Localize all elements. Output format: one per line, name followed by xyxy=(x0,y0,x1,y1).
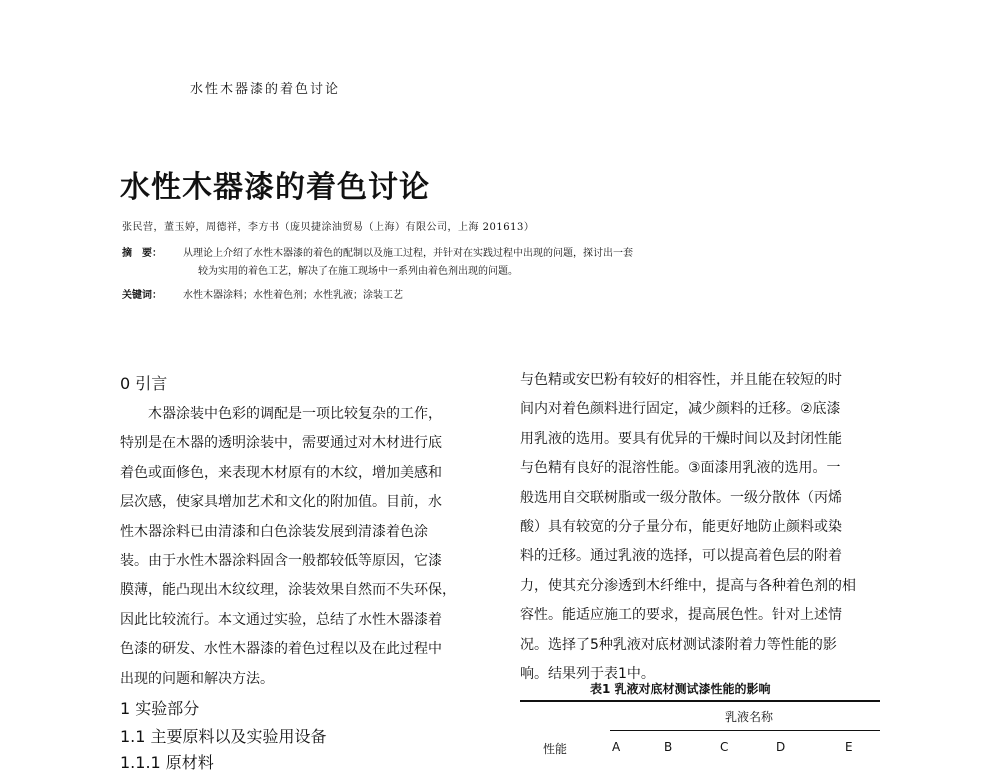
paragraph-line: 间内对着色颜料进行固定，减少颜料的迁移。②底漆 xyxy=(520,401,841,418)
table-column-header: E xyxy=(845,740,853,754)
table-property-header: 性能 xyxy=(543,742,568,756)
table-column-header: C xyxy=(720,740,729,754)
right-column xyxy=(520,366,882,689)
paragraph-line: 与色精或安巴粉有较好的相容性，并且能在较短的时 xyxy=(520,372,842,388)
paragraph-line: 与色精有良好的混溶性能。③面漆用乳液的选用。一 xyxy=(520,460,841,477)
keywords-label: 关键词： xyxy=(122,290,162,301)
paragraph-line: 性木器涂料已由清漆和白色涂装发展到清漆着色涂 xyxy=(120,523,428,540)
paragraph-line: 层次感，使家具增加艺术和文化的附加值。目前，水 xyxy=(120,494,442,511)
paragraph-line: 酸）具有较宽的分子量分布，能更好地防止颜料或染 xyxy=(520,518,842,535)
section-0-heading: 0 引言 xyxy=(120,374,168,393)
paragraph-line: 般选用自交联树脂或一级分散体。一级分散体（丙烯 xyxy=(520,489,842,506)
paragraph-line: 响。结果列于表1中。 xyxy=(520,665,655,682)
abstract-line-1: 从理论上介绍了水性木器漆的着色的配制以及施工过程，并针对在实践过程中出现的问题，探讨出一套 xyxy=(183,248,633,259)
table-group-header: 乳液名称 xyxy=(725,710,774,724)
table-column-header: D xyxy=(776,740,786,754)
authors-affiliation: 张民营，董玉婷，周德祥，李方书（庞贝捷涂油贸易（上海）有限公司，上海 201613） xyxy=(122,222,535,233)
keywords-text: 水性木器涂料；水性着色剂；水性乳液；涂装工艺 xyxy=(183,290,403,301)
paper-title: 水性木器漆的着色讨论 xyxy=(120,170,430,205)
table-mid-rule xyxy=(610,730,880,731)
left-column xyxy=(120,400,492,694)
running-head: 水性木器漆的着色讨论 xyxy=(190,82,341,97)
paragraph-line: 料的迁移。通过乳液的选择，可以提高着色层的附着 xyxy=(520,548,842,565)
table-column-header: A xyxy=(612,740,621,754)
paragraph-line: 用乳液的选用。要具有优异的干燥时间以及封闭性能 xyxy=(520,430,842,447)
table-caption: 表1 乳液对底材测试漆性能的影响 xyxy=(590,682,771,696)
section-1-1-heading: 1.1 主要原料以及实验用设备 xyxy=(120,727,327,746)
paragraph-line: 力，使其充分渗透到木纤维中，提高与各种着色剂的相 xyxy=(520,577,856,594)
paragraph-line: 色漆的研发、水性木器漆的着色过程以及在此过程中 xyxy=(120,641,442,658)
paragraph-line: 膜薄，能凸现出木纹纹理，涂装效果自然而不失环保， xyxy=(120,582,456,599)
abstract-line-2: 较为实用的着色工艺，解决了在施工现场中一系列由着色剂出现的问题。 xyxy=(198,266,518,277)
paragraph-line: 出现的问题和解决方法。 xyxy=(120,670,274,687)
table-column-header: B xyxy=(664,740,673,754)
paragraph-line: 木器涂装中色彩的调配是一项比较复杂的工作， xyxy=(120,406,442,422)
abstract-label: 摘 要： xyxy=(122,248,162,259)
section-1-heading: 1 实验部分 xyxy=(120,699,200,718)
paragraph-line: 着色或面修色，来表现木材原有的木纹，增加美感和 xyxy=(120,464,442,481)
paragraph-line: 特别是在木器的透明涂装中，需要通过对木材进行底 xyxy=(120,435,442,452)
table-top-rule xyxy=(520,700,880,702)
section-1-1-1-heading: 1.1.1 原材料 xyxy=(120,753,214,772)
paragraph-line: 装。由于水性木器涂料固含一般都较低等原因，它漆 xyxy=(120,552,442,569)
paragraph-line: 因此比较流行。本文通过实验，总结了水性木器漆着 xyxy=(120,611,442,628)
paragraph-line: 况。选择了5种乳液对底材测试漆附着力等性能的影 xyxy=(520,636,837,653)
paragraph-line: 容性。能适应施工的要求，提高展色性。针对上述情 xyxy=(520,607,842,624)
